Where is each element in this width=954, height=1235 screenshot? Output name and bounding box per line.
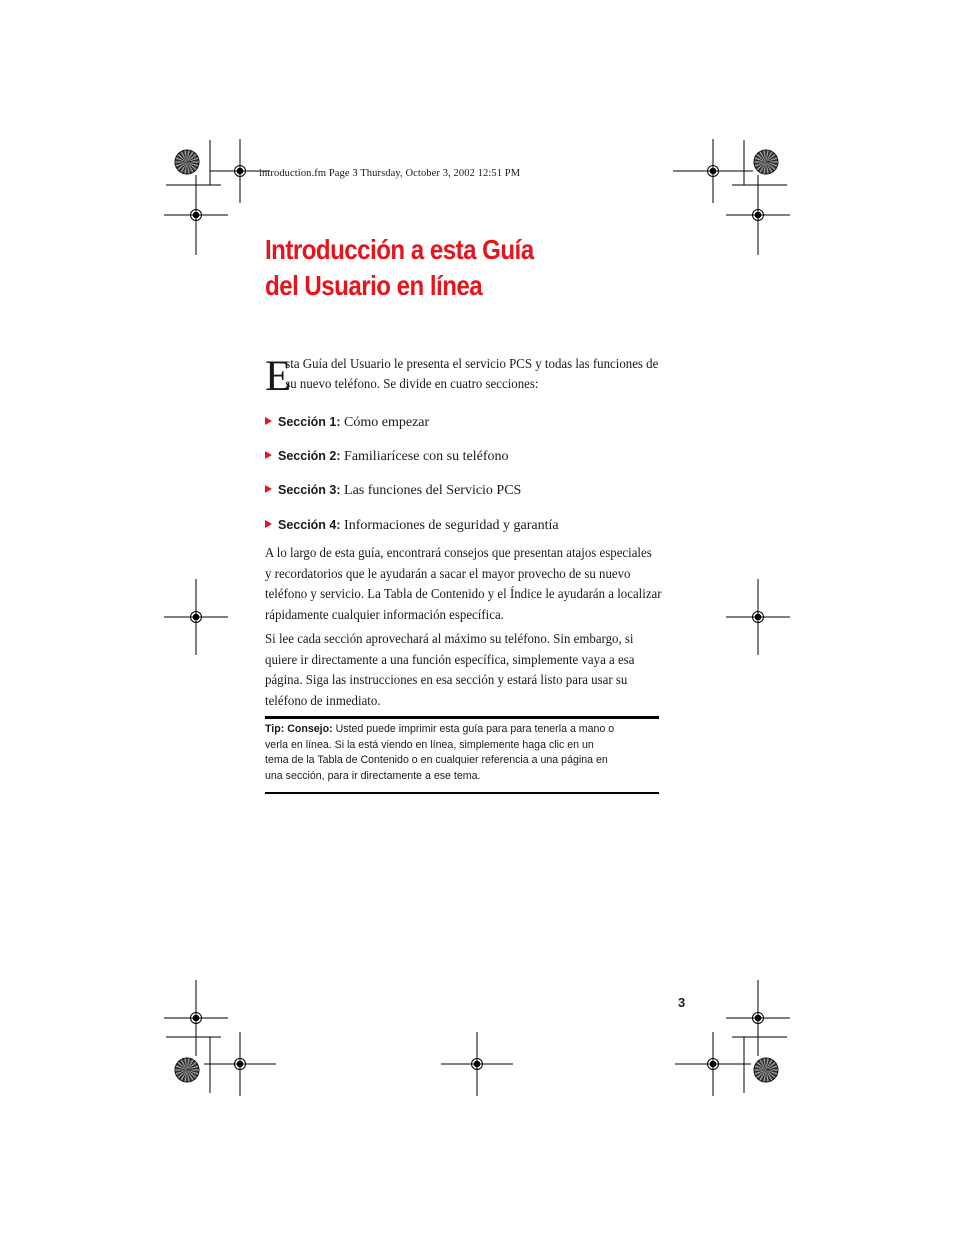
paragraph-line: quiere ir directamente a una función específica, simplemente vaya a esa — [265, 652, 635, 668]
registration-dot-icon — [710, 168, 716, 174]
registration-dot-icon — [710, 1061, 716, 1067]
section-text: Informaciones de seguridad y garantía — [344, 518, 559, 533]
page-number: 3 — [678, 995, 686, 1010]
section-label: Sección 4: — [278, 518, 341, 532]
body-paragraph-1 — [265, 544, 665, 626]
section-item-4 — [265, 515, 559, 536]
tip-text: Usted puede imprimir esta guía para para tenerla a mano o — [335, 723, 615, 735]
paragraph-line: A lo largo de esta guía, encontrará consejos que presentan atajos especiales — [265, 546, 652, 561]
paragraph-line: teléfono y servicio. La Tabla de Contenido y el Índice le ayudarán a localizar — [265, 587, 662, 602]
section-text: Familiarícese con su teléfono — [344, 449, 509, 464]
tip-label: Tip: Consejo: — [265, 723, 333, 735]
tip-box — [265, 722, 665, 784]
intro-paragraph — [265, 353, 660, 400]
bullet-arrow-icon — [265, 451, 272, 459]
section-text: Cómo empezar — [344, 415, 430, 430]
section-item-1 — [265, 412, 429, 433]
bullet-arrow-icon — [265, 485, 272, 493]
intro-line-1: sta Guía del Usuario le presenta el servicio PCS y todas las funciones de — [285, 357, 659, 372]
registration-dot-icon — [755, 614, 761, 620]
registration-dot-icon — [193, 1015, 199, 1021]
registration-dot-icon — [237, 1061, 243, 1067]
tip-line-4: una sección, para ir directamente a ese tema. — [265, 769, 481, 782]
registration-dot-icon — [193, 212, 199, 218]
intro-line-2: su nuevo teléfono. Se divide en cuatro secciones: — [285, 377, 539, 392]
tip-line-2: verla en línea. Si la está viendo en línea, simplemente haga clic en un — [265, 738, 594, 751]
paragraph-line: página. Siga las instrucciones en esa sección y estará listo para usar su — [265, 673, 628, 688]
registration-dot-icon — [193, 614, 199, 620]
tip-line-1 — [265, 722, 641, 738]
section-label: Sección 3: — [278, 483, 341, 497]
title-line-2: del Usuario en línea — [265, 270, 483, 301]
body-paragraph-2 — [265, 630, 665, 712]
section-item-2 — [265, 446, 508, 467]
paragraph-line: teléfono de inmediato. — [265, 693, 381, 709]
registration-dot-icon — [474, 1061, 480, 1067]
tip-top-rule — [265, 716, 659, 719]
registration-dot-icon — [755, 212, 761, 218]
section-label: Sección 1: — [278, 415, 341, 429]
paragraph-line: rápidamente cualquier información específica. — [265, 607, 504, 623]
paragraph-line: y recordatorios que le ayudarán a sacar el mayor provecho de su nuevo — [265, 566, 631, 582]
bullet-arrow-icon — [265, 417, 272, 425]
section-text: Las funciones del Servicio PCS — [344, 483, 522, 498]
paragraph-line: Si lee cada sección aprovechará al máximo su teléfono. Sin embargo, si — [265, 632, 634, 647]
running-head: introduction.fm Page 3 Thursday, October 3, 2002 12:51 PM — [259, 168, 521, 179]
tip-bottom-rule — [265, 792, 659, 794]
page-title — [265, 232, 534, 304]
registration-dot-icon — [237, 168, 243, 174]
drop-cap: E — [265, 353, 292, 400]
registration-dot-icon — [755, 1015, 761, 1021]
section-item-3 — [265, 480, 521, 501]
section-label: Sección 2: — [278, 449, 341, 463]
tip-line-3: tema de la Tabla de Contenido o en cualquier referencia a una página en — [265, 754, 608, 766]
title-line-1: Introducción a esta Guía — [265, 234, 534, 265]
bullet-arrow-icon — [265, 520, 272, 528]
